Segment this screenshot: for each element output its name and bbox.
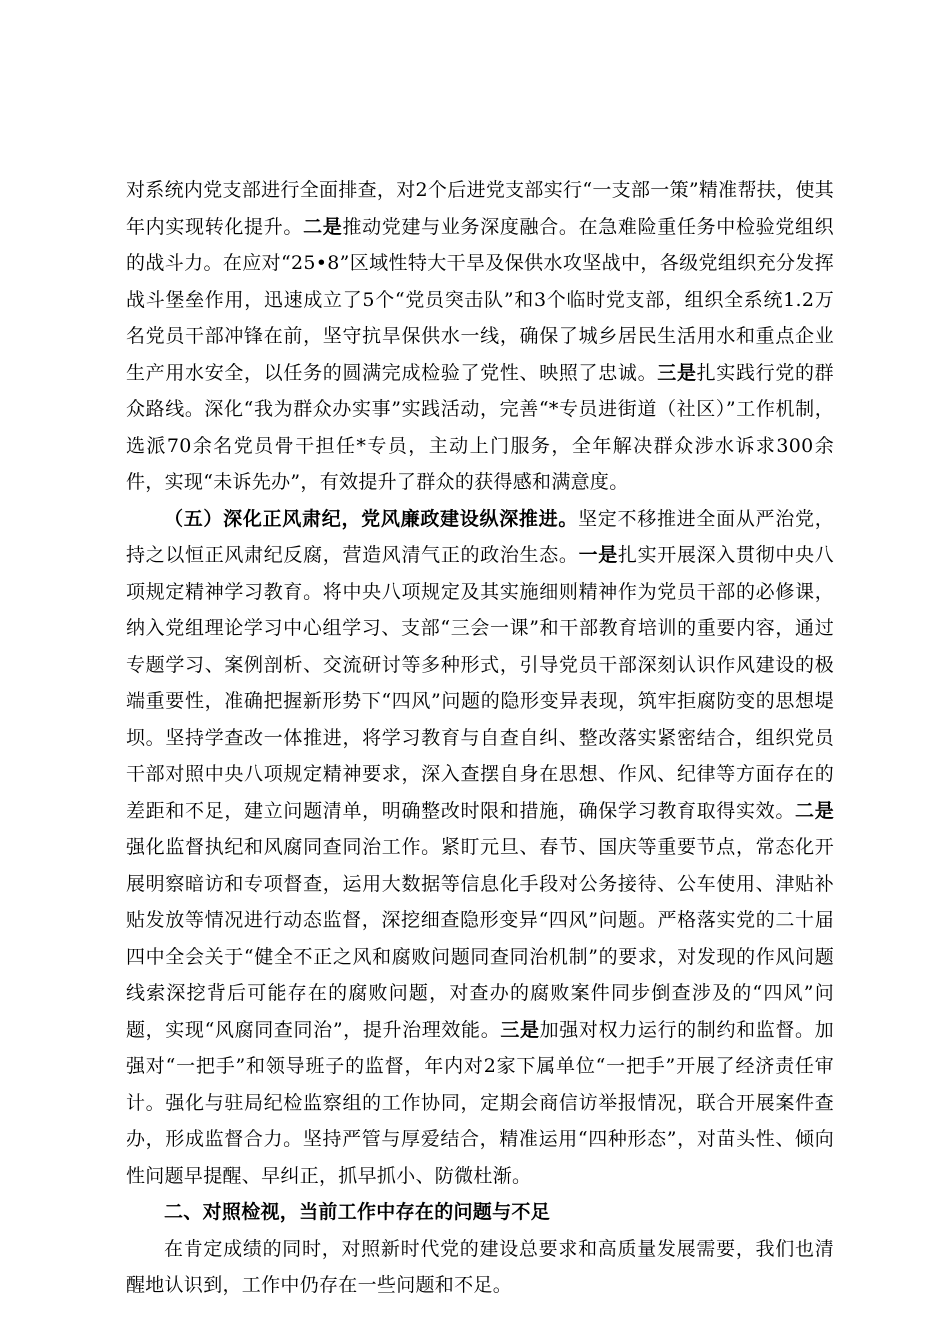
point-lead-3: 三是 <box>657 361 697 384</box>
point-lead-1: 一是 <box>578 544 618 566</box>
paragraph-party-building <box>126 172 834 501</box>
point-lead-2: 二是 <box>303 215 343 238</box>
paragraph-text: 对系统内党支部进行全面排查，对2个后进党支部实行“一支部一策”精准帮扶，使其年内实现转化提升。 <box>126 179 834 238</box>
paragraph-text: 坚定不移推进全面从严治党，持之以恒正风肃纪反腐，营造风清气正的政治生态。 <box>126 507 834 566</box>
paragraph-discipline <box>126 501 834 1195</box>
paragraph-text: 加强对权力运行的制约和监督。加强对“一把手”和领导班子的监督，年内对2家下属单位“一把手”开展了经济责任审计。强化与驻局纪检监察组的工作协同，定期会商信访举报情况，联合开展案件查办，形成监督合力。坚持严管与厚爱结合，精准运用“四种形态”，对苗头性、倾向性问题早提醒、早纠正，抓早抓小、防微杜渐。 <box>126 1018 834 1187</box>
paragraph-text: 强化监督执纪和风腐同查同治工作。紧盯元旦、春节、国庆等重要节点，常态化开展明察暗访和专项督查，运用大数据等信息化手段对公务接待、公车使用、津贴补贴发放等情况进行动态监督，深挖细查隐形变异“四风”问题。严格落实党的二十届四中全会关于“健全不正之风和腐败问题同查同治机制”的要求，对发现的作风问题线索深挖背后可能存在的腐败问题，对查办的腐败案件同步倒查涉及的“四风”问题，实现“风腐同查同治”，提升治理效能。 <box>126 836 834 1041</box>
paragraph-problems-intro: 在肯定成绩的同时，对照新时代党的建设总要求和高质量发展需要，我们也清醒地认识到，工作中仍存在一些问题和不足。 <box>126 1237 834 1296</box>
paragraph-text: 推动党建与业务深度融合。在急难险重任务中检验党组织的战斗力。在应对“25•8”区域性特大干旱及保供水攻坚战中，各级党组织充分发挥战斗堡垒作用，迅速成立了5个“党员突击队”和3个临时党支部，组织全系统1.2万名党员干部冲锋在前，坚守抗旱保供水一线，确保了城乡居民生活用水和重点企业生产用水安全，以任务的圆满完成检验了党性、映照了忠诚。 <box>126 215 834 384</box>
section-heading: 二、对照检视，当前工作中存在的问题与不足 <box>164 1201 551 1223</box>
point-lead-3: 三是 <box>500 1018 540 1041</box>
point-lead-2: 二是 <box>795 799 834 822</box>
document-body <box>126 172 834 1304</box>
paragraph-text: 扎实开展深入贯彻中央八项规定精神学习教育。将中央八项规定及其实施细则精神作为党员干部的必修课，纳入党组理论学习中心组学习、支部“三会一课”和干部教育培训的重要内容，通过专题学习、案例剖析、交流研讨等多种形式，引导党员干部深刻认识作风建设的极端重要性，准确把握新形势下“四风”问题的隐形变异表现，筑牢拒腐防变的思想堤坝。坚持学查改一体推进，将学习教育与自查自纠、整改落实紧密结合，组织党员干部对照中央八项规定精神要求，深入查摆自身在思想、作风、纪律等方面存在的差距和不足，建立问题清单，明确整改时限和措施，确保学习教育取得实效。 <box>126 544 834 822</box>
paragraph-text: 扎实践行党的群众路线。深化“我为群众办实事”实践活动，完善“*专员进街道（社区）”工作机制，选派70余名党员骨干担任*专员，主动上门服务，全年解决群众涉水诉求300余件，实现“未诉先办”，有效提升了群众的获得感和满意度。 <box>126 361 834 493</box>
subsection-heading: （五）深化正风肃纪，党风廉政建设纵深推进。 <box>164 507 579 530</box>
